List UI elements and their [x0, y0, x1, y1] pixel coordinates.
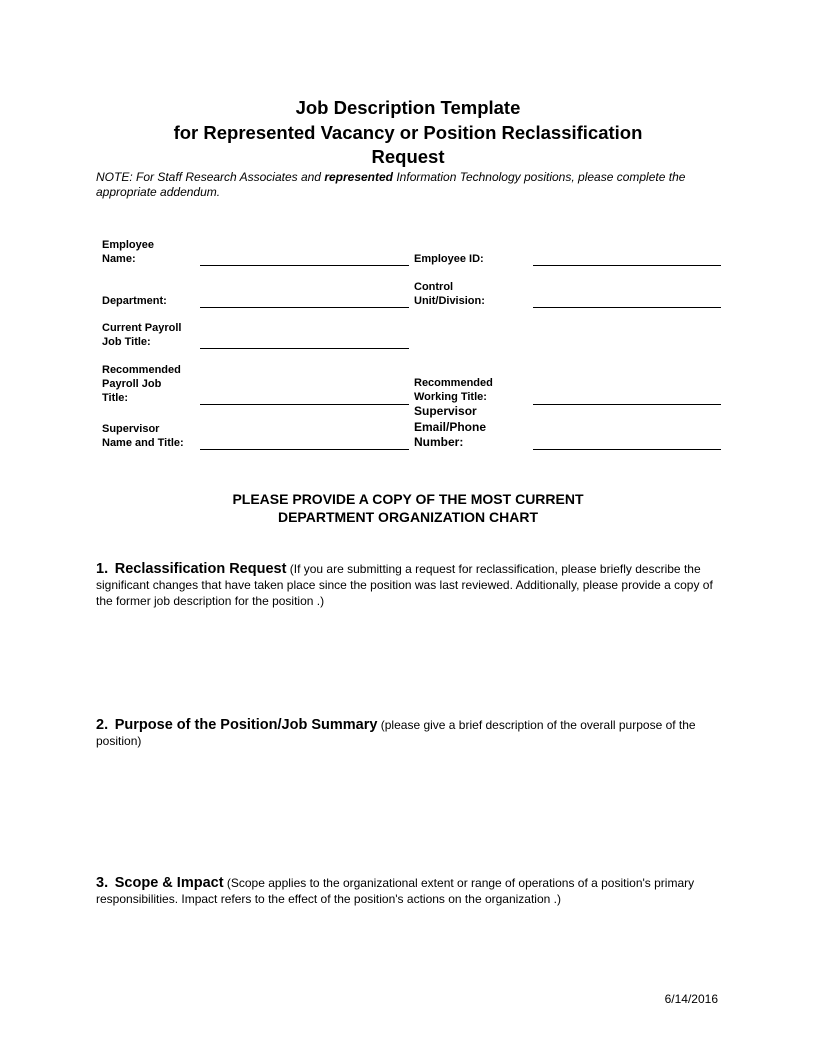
- department-field[interactable]: [200, 307, 409, 308]
- section-number: 2.: [96, 717, 109, 733]
- footer-date: 6/14/2016: [664, 992, 718, 1006]
- title-line-1: Job Description Template: [295, 97, 521, 118]
- employee-id-field[interactable]: [533, 265, 721, 266]
- supervisor-name-field[interactable]: [200, 449, 409, 450]
- section-heading: Reclassification Request: [114, 561, 287, 577]
- supervisor-contact-field[interactable]: [533, 449, 721, 450]
- supervisor-contact-label: Supervisor Email/Phone Number:: [414, 404, 487, 449]
- supervisor-name-label: Supervisor Name and Title:: [102, 423, 184, 449]
- title-line-3: Request: [371, 146, 445, 167]
- addendum-note: [96, 170, 696, 200]
- org-chart-request: [0, 490, 816, 526]
- note-suffix: Information Technology positions, please complete the appropriate addendum.: [96, 170, 686, 199]
- section-scope-impact: [96, 875, 716, 907]
- employee-id-label: Employee ID:: [414, 253, 484, 265]
- recommended-payroll-title-field[interactable]: [200, 404, 409, 405]
- section-text: (please give a brief description of the overall purpose of the position): [96, 718, 696, 748]
- note-bold: represented: [324, 170, 394, 184]
- title-line-2: for Represented Vacancy or Position Reclassification: [173, 121, 643, 143]
- section-heading: Scope & Impact: [114, 875, 224, 891]
- section-text: (If you are submitting a request for reclassification, please briefly describe the significant changes that have taken place since the position was last reviewed. Additionally, please provide a copy of the former job description for the position .): [96, 562, 713, 608]
- control-unit-field[interactable]: [533, 307, 721, 308]
- section-heading: Purpose of the Position/Job Summary: [114, 717, 378, 733]
- recommended-payroll-title-label: Recommended Payroll Job Title:: [102, 364, 181, 404]
- recommended-working-title-label: Recommended Working Title:: [414, 377, 493, 403]
- employee-name-label: Employee Name:: [102, 239, 154, 265]
- section-purpose: [96, 717, 716, 749]
- org-chart-line-1: PLEASE PROVIDE A COPY OF THE MOST CURRENT: [232, 491, 584, 507]
- recommended-working-title-field[interactable]: [533, 404, 721, 405]
- department-label: Department:: [102, 295, 167, 307]
- payroll-title-field[interactable]: [200, 348, 409, 349]
- org-chart-line-2: DEPARTMENT ORGANIZATION CHART: [277, 509, 539, 525]
- payroll-title-label: Current Payroll Job Title:: [102, 322, 182, 348]
- section-reclassification: [96, 561, 716, 609]
- document-title: [0, 96, 816, 170]
- control-unit-label: Control Unit/Division:: [414, 281, 485, 307]
- section-number: 1.: [96, 561, 109, 577]
- note-prefix: NOTE: For Staff Research Associates and: [96, 170, 325, 184]
- section-number: 3.: [96, 875, 109, 891]
- employee-name-field[interactable]: [200, 265, 409, 266]
- section-text: (Scope applies to the organizational extent or range of operations of a position's primary responsibilities. Impact refers to the effect of the position's actions on the organization .): [96, 876, 695, 906]
